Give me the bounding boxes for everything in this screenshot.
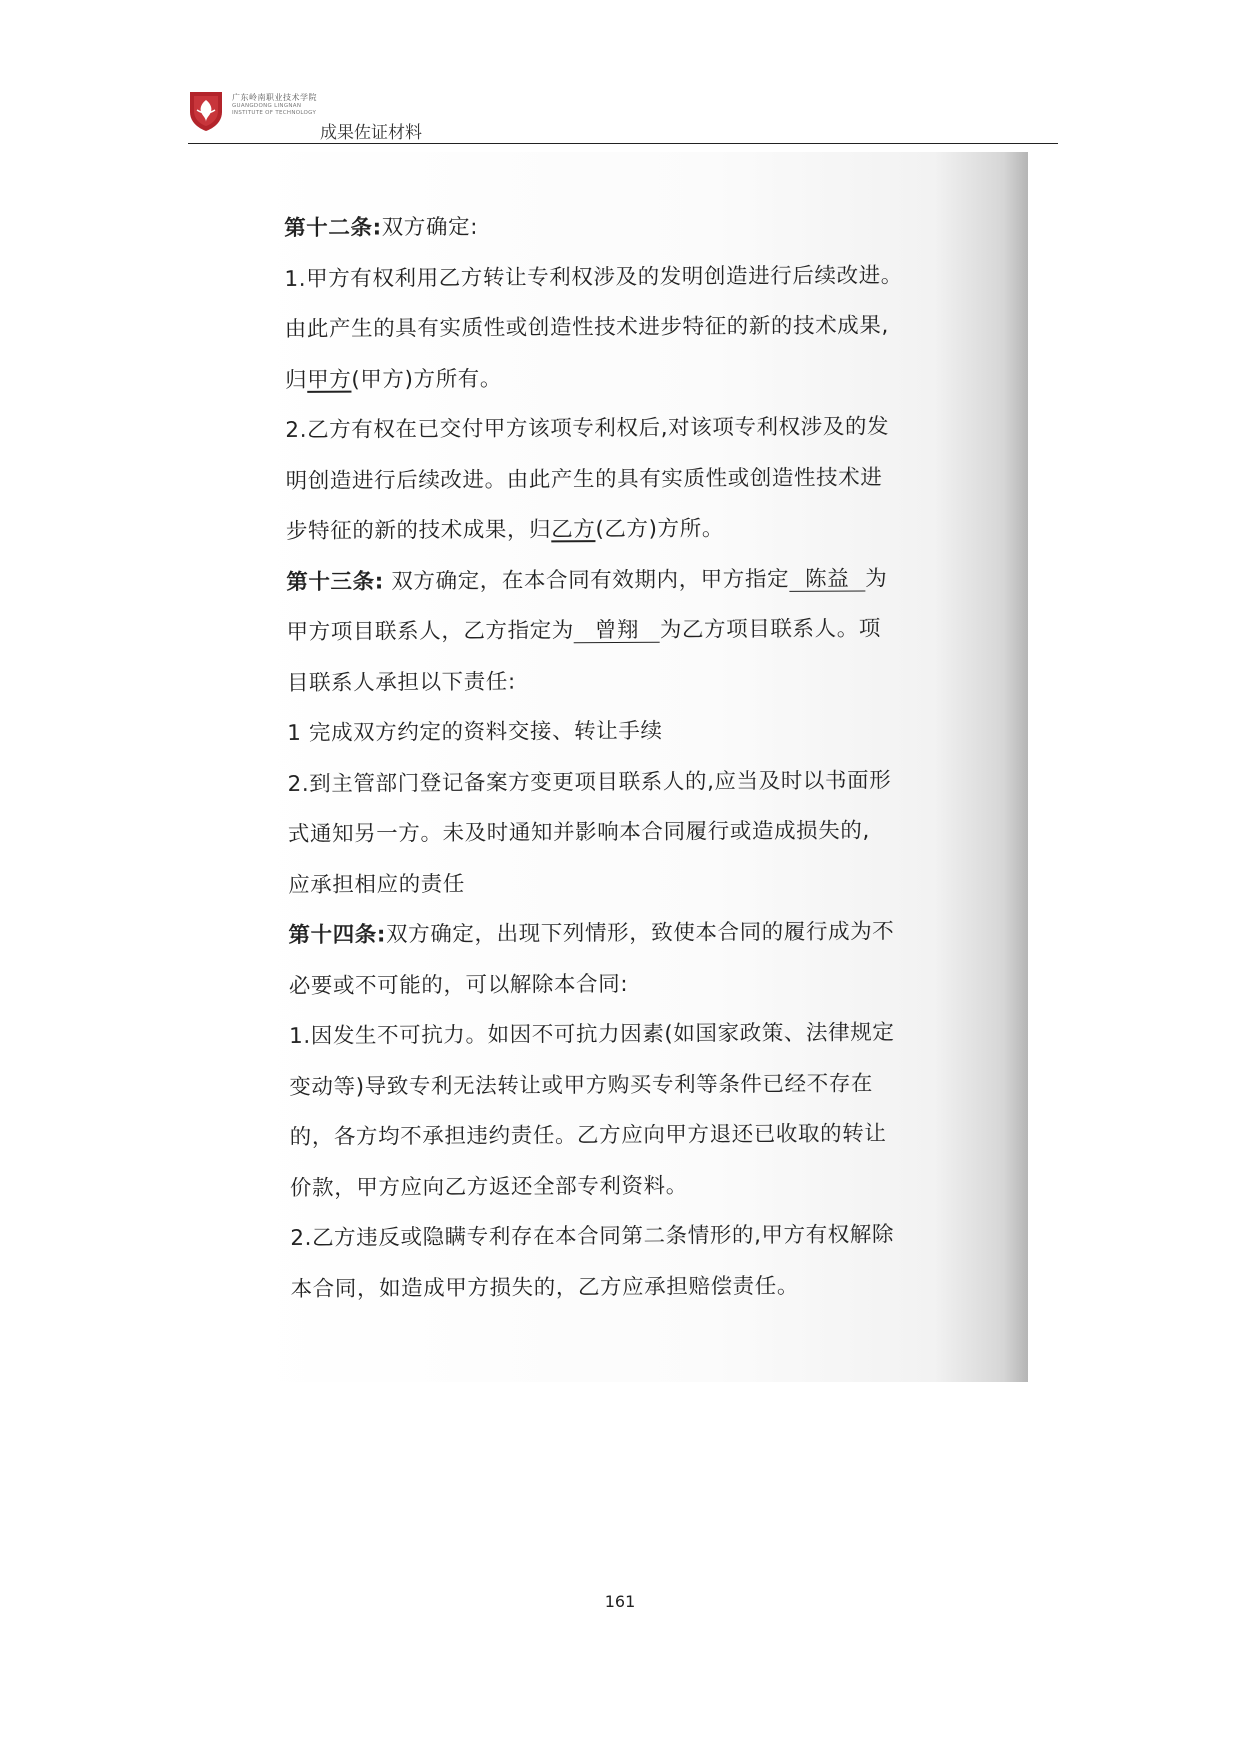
page-header — [188, 86, 1058, 146]
article-14-line: 2.乙方违反或隐瞒专利存在本合同第二条情形的,甲方有权解除 — [290, 1222, 895, 1251]
article-13-line: 应承担相应的责任 — [288, 871, 466, 898]
school-name-cn: 广东岭南职业技术学院 — [232, 93, 317, 102]
filled-blank-party: 甲方 — [307, 367, 352, 393]
article-13-line: 1 完成双方约定的资料交接、转让手续 — [287, 718, 663, 746]
article-12-line: 由此产生的具有实质性或创造性技术进步特征的新的技术成果, — [284, 313, 889, 342]
scan-shadow-edge — [1004, 152, 1028, 1382]
article-12-line: 1.甲方有权利用乙方转让专利权涉及的发明创造进行后续改进。 — [284, 262, 903, 292]
article-12-line — [285, 351, 985, 406]
article-13-heading: 第十三条: — [286, 568, 384, 595]
article-12-line: 明创造进行后续改进。由此产生的具有实质性或创造性技术进 — [285, 464, 883, 494]
filled-blank-party: 乙方 — [551, 517, 596, 543]
article-14-line: 1.因发生不可抗力。如因不可抗力因素(如国家政策、法律规定 — [289, 1020, 895, 1049]
article-13-heading-line — [286, 553, 986, 608]
article-12-heading-line — [284, 200, 984, 255]
filled-blank-contact-party-b: 曾翔 — [574, 620, 660, 644]
school-name-en-line2: INSTITUTE OF TECHNOLOGY — [232, 110, 317, 116]
article-12-line: 2.乙方有权在已交付甲方该项专利权后,对该项专利权涉及的发 — [285, 414, 890, 443]
article-14-heading-line — [288, 907, 988, 962]
article-13-line: 目联系人承担以下责任: — [286, 669, 516, 696]
text-fragment: 归 — [284, 367, 308, 393]
text-fragment: 双方确定，在本合同有效期内，甲方指定 — [383, 566, 790, 594]
text-fragment: 双方确定，出现下列情形，致使本合同的履行成为不 — [385, 919, 895, 948]
article-12-heading: 第十二条: — [284, 215, 382, 241]
article-14-line: 的，各方均不承担违约责任。乙方应向甲方退还已收取的转让 — [289, 1121, 887, 1150]
header-title: 成果佐证材料 — [320, 123, 422, 143]
article-14-line: 变动等)导致专利无法转让或甲方购买专利等条件已经不存在 — [289, 1070, 874, 1100]
article-13-line: 2.到主管部门登记备案方变更项目联系人的,应当及时以书面形 — [287, 767, 892, 797]
text-fragment: 为 — [865, 565, 888, 591]
article-14-line: 本合同，如造成甲方损失的，乙方应承担赔偿责任。 — [290, 1273, 800, 1302]
text-fragment: (乙方)方所。 — [595, 516, 724, 543]
article-14-line: 必要或不可能的，可以解除本合同: — [288, 971, 629, 999]
header-rule — [188, 143, 1058, 144]
text-fragment: 甲方项目联系人，乙方指定为 — [286, 618, 575, 645]
article-13-line: 式通知另一方。未及时通知并影响本合同履行或造成损失的, — [287, 818, 870, 847]
scanned-contract-page — [248, 152, 1028, 1382]
school-name-en-line1: GUANGDONG LINGNAN — [232, 103, 302, 109]
school-crest-icon — [188, 90, 224, 132]
article-14-heading: 第十四条: — [288, 922, 387, 948]
article-12-heading-rest: 双方确定: — [381, 214, 479, 241]
text-fragment: 为乙方项目联系人。项 — [659, 616, 882, 643]
filled-blank-contact-party-a: 陈益 — [789, 568, 865, 591]
contract-text — [284, 200, 991, 1315]
article-14-line: 价款，甲方应向乙方返还全部专利资料。 — [289, 1173, 688, 1201]
text-fragment: (甲方)方所有。 — [351, 366, 503, 393]
article-13-line — [286, 604, 986, 659]
article-12-line — [286, 503, 986, 558]
text-fragment: 步特征的新的技术成果，归 — [285, 517, 552, 544]
page-number: 161 — [604, 1592, 636, 1611]
